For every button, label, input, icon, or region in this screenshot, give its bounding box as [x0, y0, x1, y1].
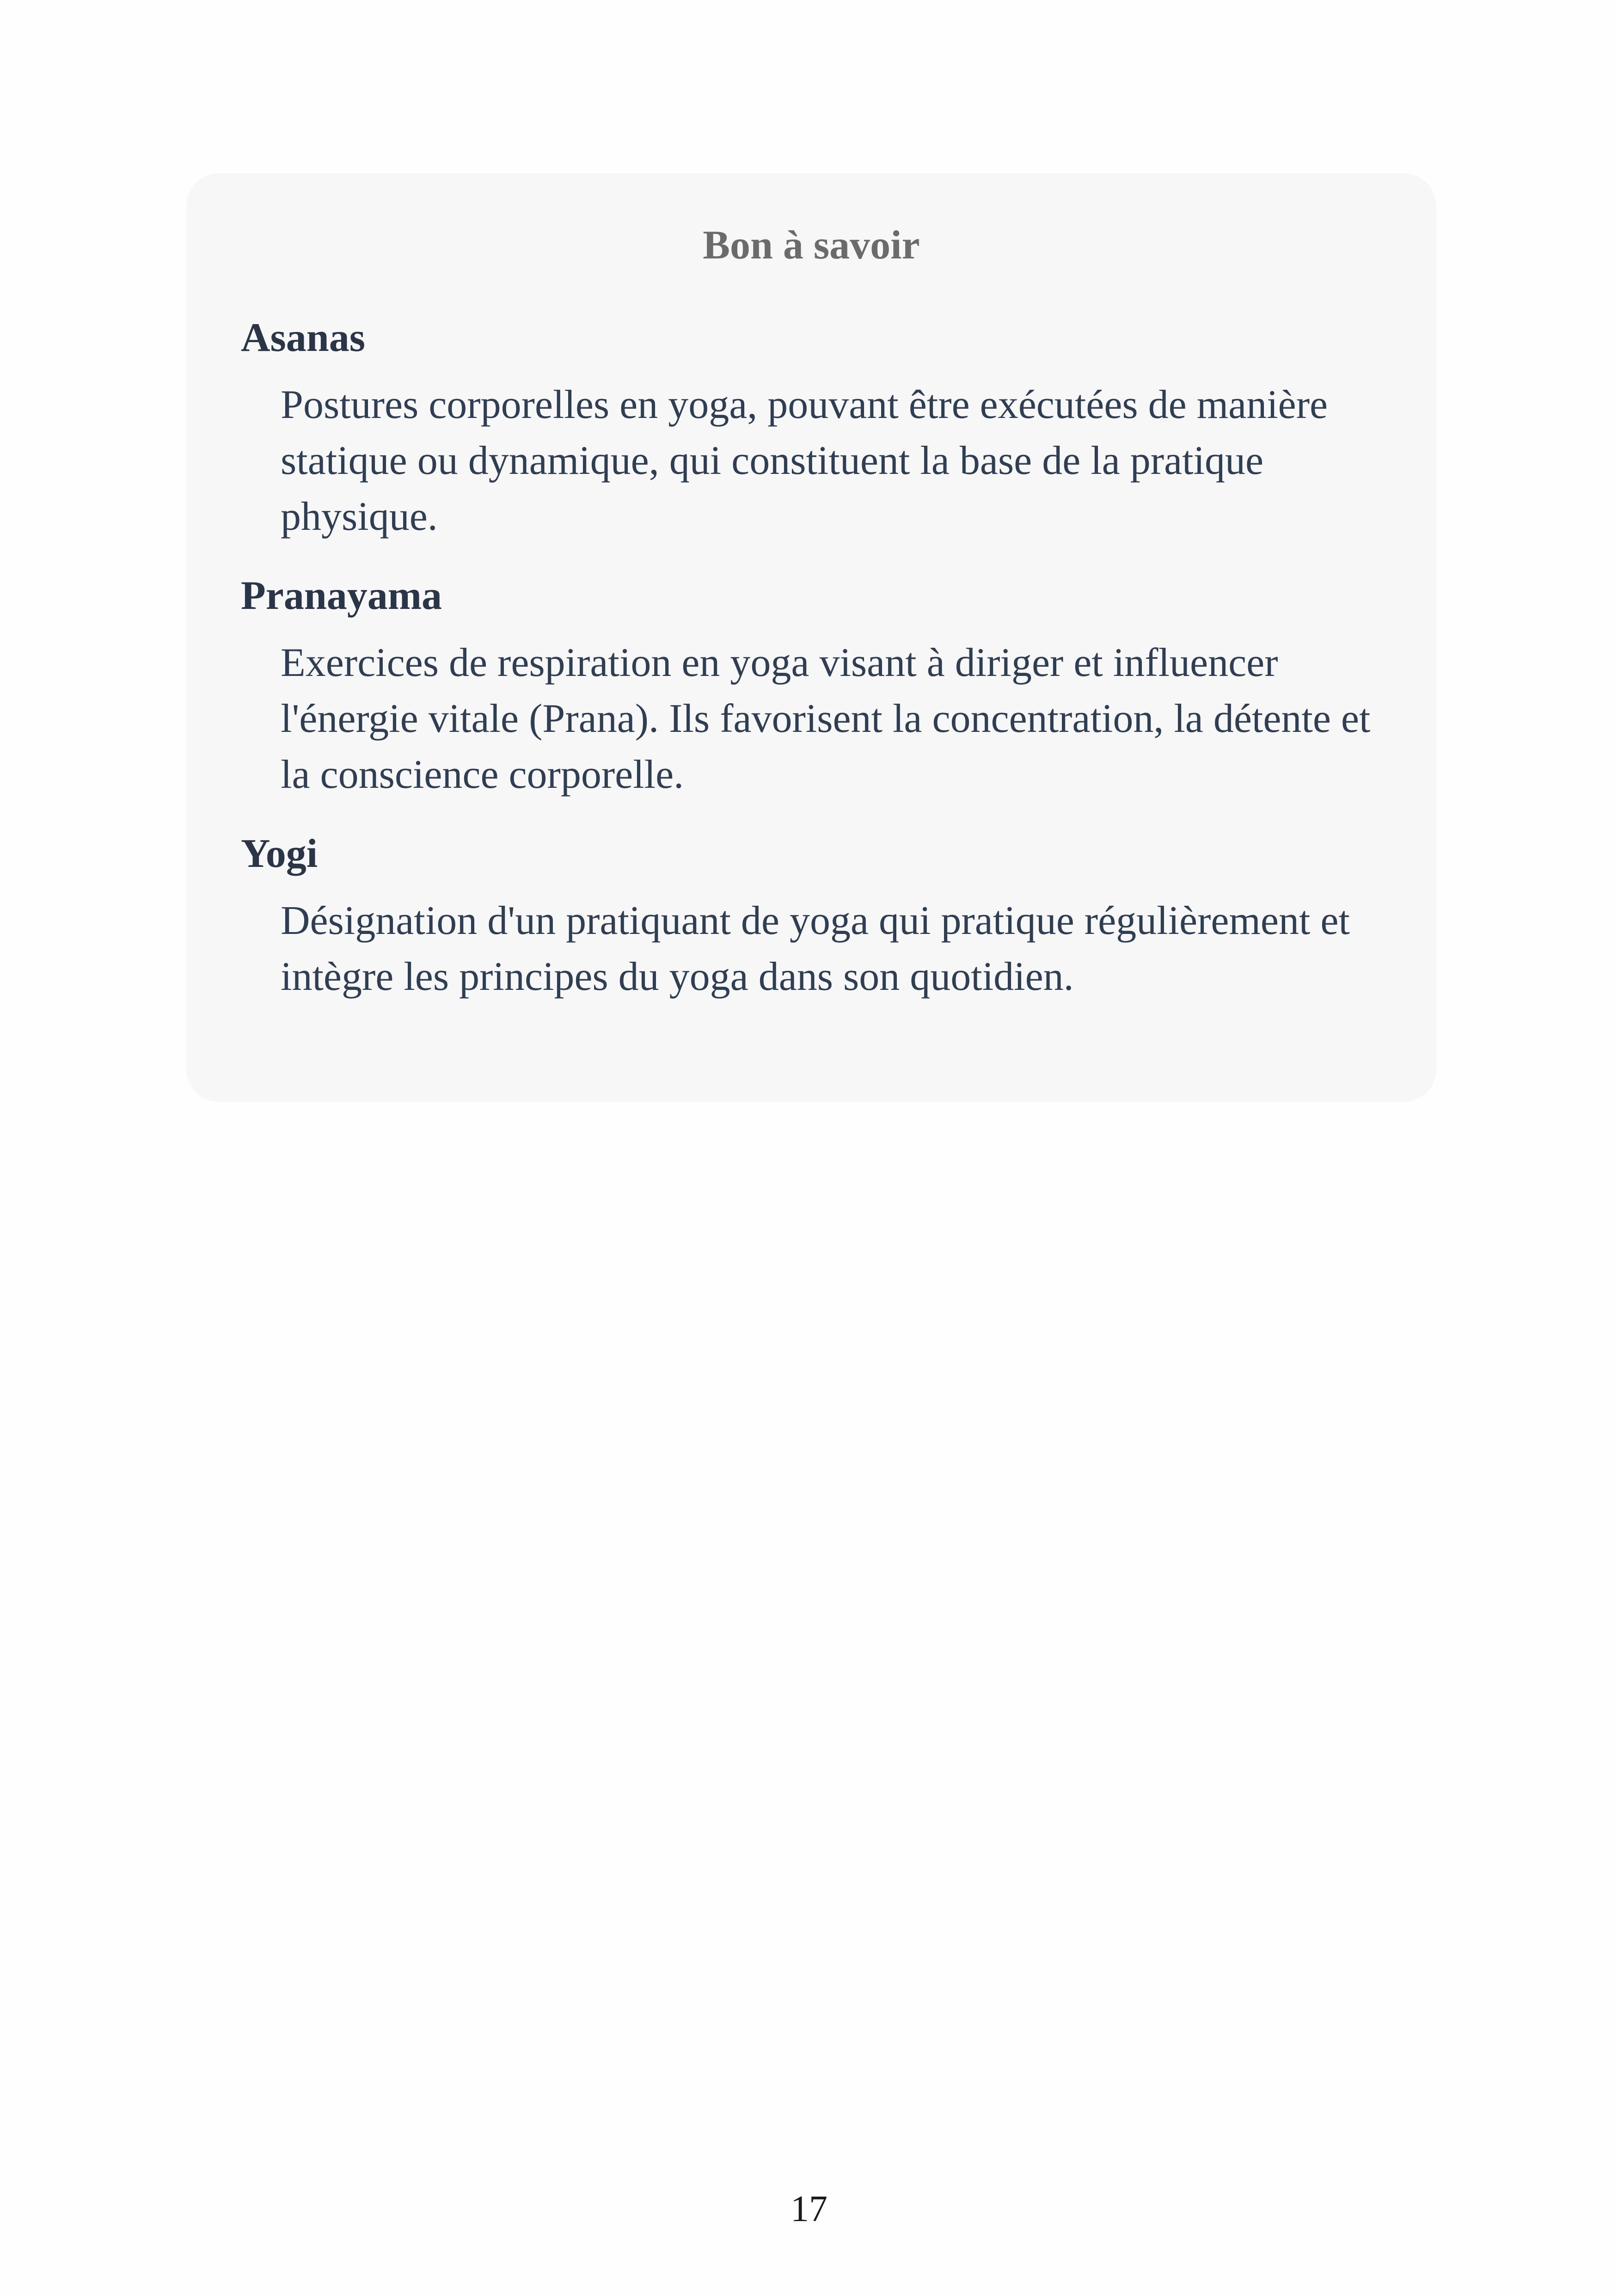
info-box [186, 173, 1436, 1102]
glossary-entry-pranayama [241, 573, 1382, 803]
glossary-entry-asanas [241, 315, 1382, 545]
glossary-definition: Désignation d'un pratiquant de yoga qui pratique régulièrement et intègre les principes du yoga dans son quotidien. [281, 898, 1350, 999]
info-box-title: Bon à savoir [703, 223, 920, 268]
glossary-list [241, 315, 1382, 1005]
glossary-definition: Exercices de respiration en yoga visant à diriger et influencer l'énergie vitale (Prana). Ils favorisent la concentration, la détente et la conscience corporelle. [281, 640, 1371, 797]
glossary-term: Asanas [241, 315, 365, 360]
glossary-term: Pranayama [241, 573, 442, 618]
glossary-term: Yogi [241, 831, 318, 876]
glossary-entry-yogi [241, 831, 1382, 1005]
glossary-definition: Postures corporelles en yoga, pouvant être exécutées de manière statique ou dynamique, qui constituent la base de la pratique physique. [281, 382, 1328, 539]
page-number: 17 [791, 2189, 827, 2229]
